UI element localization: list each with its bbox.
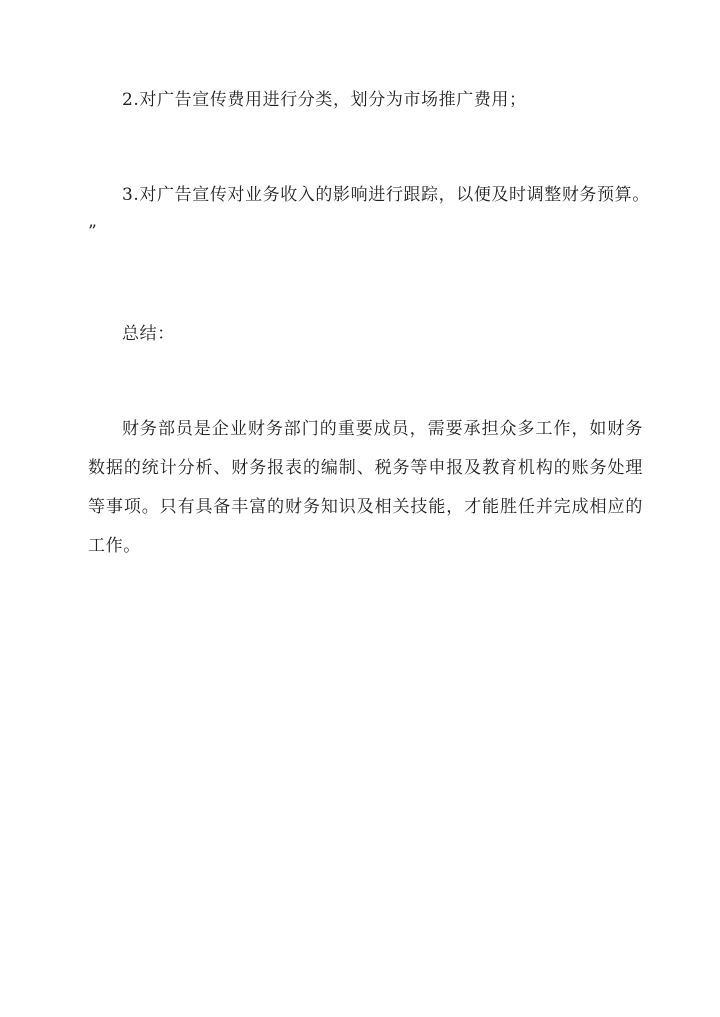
summary-heading: 总结： <box>122 324 175 344</box>
closing-quote-mark: ” <box>88 222 98 242</box>
summary-paragraph: 财务部员是企业财务部门的重要成员，需要承担众多工作，如财务数据的统计分析、财务报表的编制、税务等申报及教育机构的账务处理等事项。只有具备丰富的财务知识及相关技能，才能胜任并完成相应的工作。 <box>88 419 643 556</box>
list-item-3: 3.对广告宣传对业务收入的影响进行跟踪，以便及时调整财务预算。 <box>122 185 650 205</box>
list-item-2: 2.对广告宣传费用进行分类，划分为市场推广费用； <box>122 90 527 110</box>
